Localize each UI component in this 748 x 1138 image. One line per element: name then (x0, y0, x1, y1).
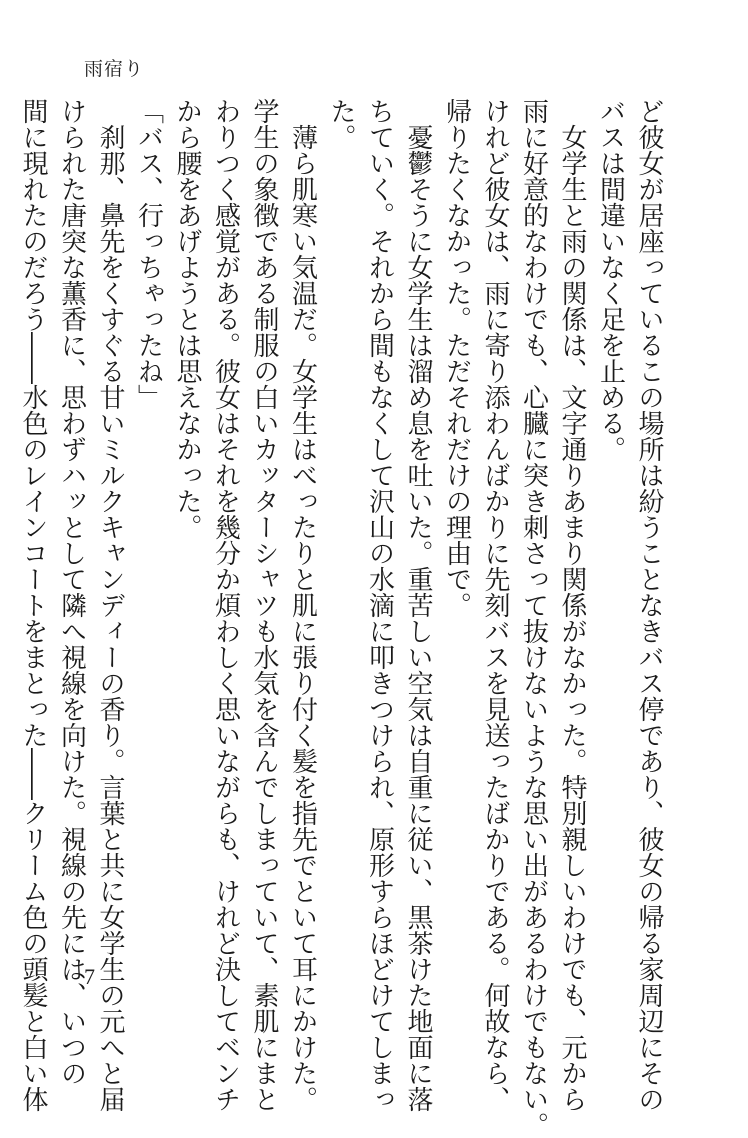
text-line: 雨に好意的なわけでも、心臓に突き刺さって抜けないような思い出があるわけでもない。 (518, 98, 549, 1138)
text-line: ど彼女が居座っているこの場所は紛うことなきバス停であり、彼女の帰る家周辺にその (634, 98, 664, 1112)
text-line: バスは間違いなく足を止める。 (595, 98, 626, 462)
text-line: から腰をあげようとは思えなかった。 (172, 98, 202, 540)
text-line: ちていく。それから間もなくして沢山の水滴に叩きつけられ、原形すらほどけてしまっ (364, 98, 395, 1112)
text-line: 薄ら肌寒い気温だ。女学生はべったりと肌に張り付く髪を指先でといて耳にかけた。 (287, 98, 318, 1112)
text-line: 間に現れたのだろう――水色のレインコートをまとった――クリーム色の頭髪と白い体 (18, 98, 48, 1112)
running-header-title: 雨宿り (84, 58, 145, 80)
text-line: 帰りたくなかった。ただそれだけの理由で。 (441, 98, 472, 618)
text-line: 学生の象徴である制服の白いカッターシャツも水気を含んでしまっていて、素肌にまと (249, 98, 279, 1112)
text-line: 「バス、行っちゃったね」 (133, 98, 164, 410)
text-line: 刹那、鼻先をくすぐる甘いミルクキャンディーの香り。言葉と共に女学生の元へと届 (95, 98, 125, 1112)
text-line: 憂鬱そうに女学生は溜め息を吐いた。重苦しい空気は自重に従い、黒茶けた地面に落 (403, 98, 433, 1112)
vertical-body-text (14, 98, 669, 1138)
text-line: た。 (326, 98, 356, 150)
text-line: わりつく感覚がある。彼女はそれを幾分か煩わしく思いながらも、けれど決してベンチ (210, 98, 241, 1112)
text-line: けられた唐突な薫香に、思わずハッとして隣へ視線を向けた。視線の先には、いつの (56, 98, 87, 1086)
page-number: 7 (84, 964, 95, 989)
text-line: けれど彼女は、雨に寄り添わんばかりに先刻バスを見送ったばかりである。何故なら、 (480, 98, 510, 1112)
text-line: 女学生と雨の関係は、文字通りあまり関係がなかった。特別親しいわけでも、元から (557, 98, 587, 1112)
